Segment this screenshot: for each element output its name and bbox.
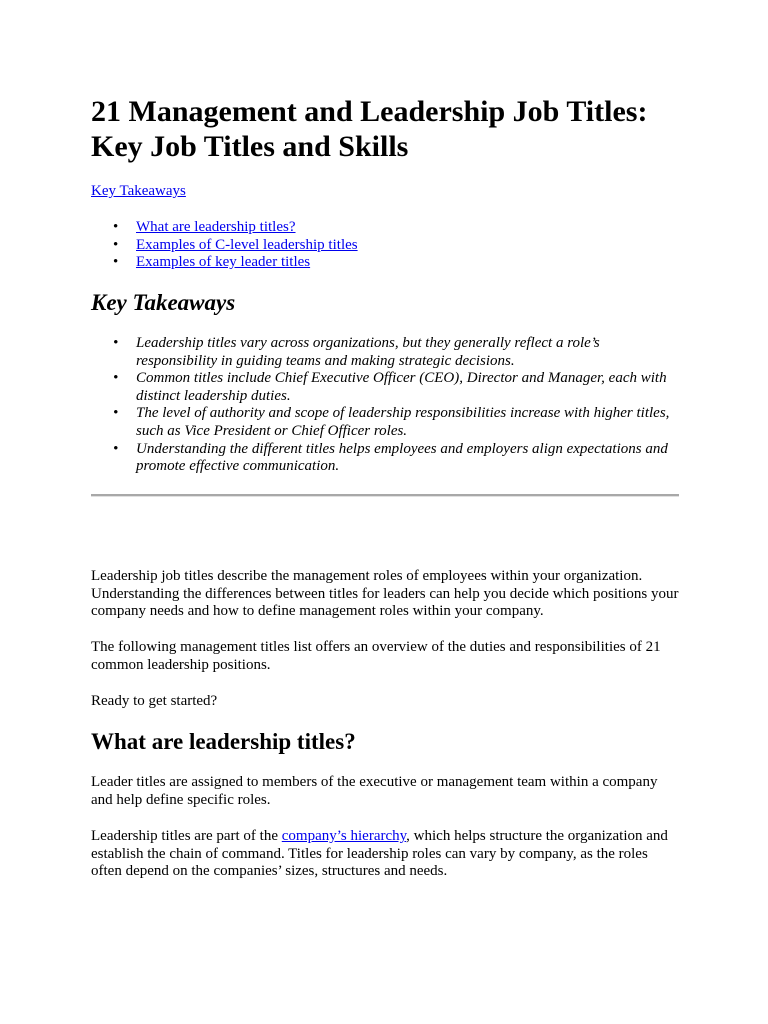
paragraph-text: Leadership titles are part of the bbox=[91, 828, 282, 844]
key-takeaway-item bbox=[91, 405, 681, 440]
bullet-icon: • bbox=[113, 440, 119, 457]
article bbox=[91, 94, 681, 880]
intro-paragraph: Ready to get started? bbox=[91, 693, 218, 709]
key-takeaway-item bbox=[91, 370, 681, 405]
bullet-icon: • bbox=[113, 254, 119, 271]
intro-paragraph: Leadership job titles describe the management roles of employees within your organization. Understanding the differences between titles for leaders can help you decide which positions your company needs and how to define management roles within your company. bbox=[91, 568, 679, 620]
section-paragraph bbox=[91, 828, 681, 881]
bullet-icon: • bbox=[113, 236, 119, 253]
toc-item bbox=[91, 219, 681, 237]
key-takeaway-text: Understanding the different titles helps employees and employers align expectations and promote effective communication. bbox=[136, 440, 668, 475]
paragraph-text: , which helps structure the organization and establish the chain of command. Titles for leadership roles can vary by company, as the roles often depend on the companies’ sizes, structures and needs. bbox=[91, 828, 668, 880]
bullet-icon: • bbox=[113, 405, 119, 422]
toc-link-c-level-titles[interactable]: Examples of C-level leadership titles bbox=[136, 236, 358, 253]
horizontal-divider bbox=[91, 494, 679, 497]
section-paragraph: Leader titles are assigned to members of the executive or management team within a company and help define specific roles. bbox=[91, 774, 658, 808]
key-takeaway-text: The level of authority and scope of leadership responsibilities increase with higher titles, such as Vice President or Chief Officer roles. bbox=[136, 405, 670, 439]
company-hierarchy-link[interactable]: company’s hierarchy bbox=[281, 828, 407, 844]
intro-paragraph: The following management titles list offers an overview of the duties and responsibilities of 21 common leadership positions. bbox=[91, 639, 661, 673]
toc-link-key-leader-titles[interactable]: Examples of key leader titles bbox=[136, 254, 311, 271]
key-takeaway-text: Leadership titles vary across organizations, but they generally reflect a role’s responsibility in guiding teams and making strategic decisions. bbox=[136, 335, 600, 369]
key-takeaways-list bbox=[91, 335, 681, 476]
toc-heading-link[interactable]: Key Takeaways bbox=[91, 183, 186, 199]
toc-heading-link-wrapper bbox=[91, 182, 186, 200]
section-heading-leadership-titles: What are leadership titles? bbox=[91, 729, 356, 754]
table-of-contents bbox=[91, 219, 681, 272]
bullet-icon: • bbox=[113, 219, 119, 235]
page-title: 21 Management and Leadership Job Titles: Key Job Titles and Skills bbox=[91, 95, 648, 163]
bullet-icon: • bbox=[113, 335, 119, 351]
key-takeaways-heading: Key Takeaways bbox=[91, 290, 236, 315]
toc-item bbox=[91, 237, 681, 255]
bullet-icon: • bbox=[113, 370, 119, 387]
key-takeaway-text: Common titles include Chief Executive Officer (CEO), Director and Manager, each with distinct leadership duties. bbox=[136, 370, 667, 404]
key-takeaway-item bbox=[91, 441, 681, 476]
toc-link-leadership-titles[interactable]: What are leadership titles? bbox=[136, 219, 296, 235]
toc-item bbox=[91, 254, 681, 272]
key-takeaway-item bbox=[91, 335, 681, 370]
